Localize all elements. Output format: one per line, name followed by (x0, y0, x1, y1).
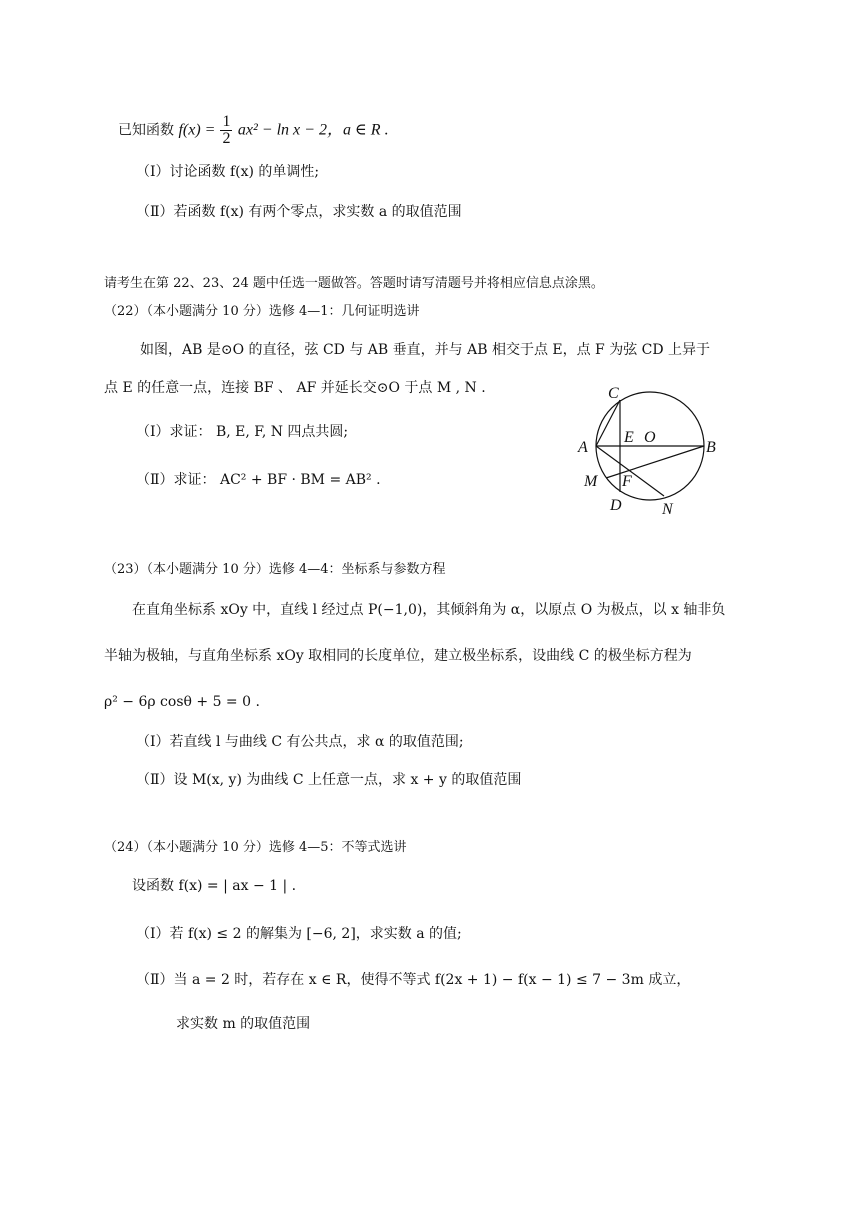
q21-part2: （Ⅱ）若函数 f(x) 有两个零点，求实数 a 的取值范围 (136, 204, 462, 220)
q23-body3: ρ² − 6ρ cosθ + 5 = 0 . (104, 694, 260, 710)
q21-func: f(x) = (178, 121, 220, 139)
instructions: 请考生在第 22、23、24 题中任选一题做答。答题时请写清题号并将相应信息点涂黑。 (104, 276, 604, 291)
q24-body1: 设函数 f(x) = | ax − 1 | . (132, 878, 297, 894)
label-d: D (610, 497, 622, 514)
q24-header: （24）（本小题满分 10 分）选修 4—5：不等式选讲 (104, 840, 407, 855)
label-n: N (662, 501, 673, 518)
q23-body2: 半轴为极轴，与直角坐标系 xOy 取相同的长度单位，建立极坐标系，设曲线 C 的极坐标方程为 (104, 648, 692, 664)
segment-bm (606, 446, 704, 478)
q24-part1: （Ⅰ）若 f(x) ≤ 2 的解集为 [−6, 2]，求实数 a 的值; (136, 926, 462, 942)
q22-part2: （Ⅱ）求证： AC² + BF · BM = AB² . (136, 472, 381, 488)
q21-rest: ax² − ln x − 2，a ∈ R . (237, 121, 389, 139)
q22-body1: 如图，AB 是⊙O 的直径，弦 CD 与 AB 垂直，并与 AB 相交于点 E，点 F 为弦 CD 上异于 (140, 342, 711, 358)
q24-part2b: 求实数 m 的取值范围 (176, 1016, 311, 1032)
label-m: M (584, 473, 598, 490)
label-e: E (624, 429, 634, 446)
q21-part1: （Ⅰ）讨论函数 f(x) 的单调性; (136, 164, 320, 180)
q21-frac-num: 1 (222, 113, 231, 130)
q21-frac-den: 2 (222, 130, 231, 147)
q21-fraction (220, 114, 232, 147)
q22-part1: （Ⅰ）求证： B, E, F, N 四点共圆; (136, 424, 349, 440)
q23-body1: 在直角坐标系 xOy 中，直线 l 经过点 P(−1,0)，其倾斜角为 α，以原点 O 为极点，以 x 轴非负 (132, 602, 726, 618)
label-f: F (622, 473, 632, 490)
label-o: O (644, 429, 656, 446)
q21-intro-prefix: 已知函数 (118, 122, 174, 139)
q22-body2: 点 E 的任意一点，连接 BF 、 AF 并延长交⊙O 于点 M , N . (104, 380, 486, 396)
label-c: C (608, 385, 619, 402)
q23-part1: （Ⅰ）若直线 l 与曲线 C 有公共点，求 α 的取值范围; (136, 734, 464, 750)
label-a: A (578, 439, 588, 456)
q24-part2: （Ⅱ）当 a = 2 时，若存在 x ∈ R，使得不等式 f(2x + 1) − f(x − 1) ≤ 7 − 3m 成立， (136, 972, 691, 988)
segment-ac (596, 400, 620, 446)
label-b: B (706, 439, 716, 456)
circle-figure (572, 382, 732, 522)
q23-header: （23）（本小题满分 10 分）选修 4—4：坐标系与参数方程 (104, 562, 446, 577)
q21-intro (118, 114, 389, 147)
q22-header: （22）（本小题满分 10 分）选修 4—1：几何证明选讲 (104, 304, 420, 319)
q23-part2: （Ⅱ）设 M(x, y) 为曲线 C 上任意一点，求 x + y 的取值范围 (136, 772, 522, 788)
